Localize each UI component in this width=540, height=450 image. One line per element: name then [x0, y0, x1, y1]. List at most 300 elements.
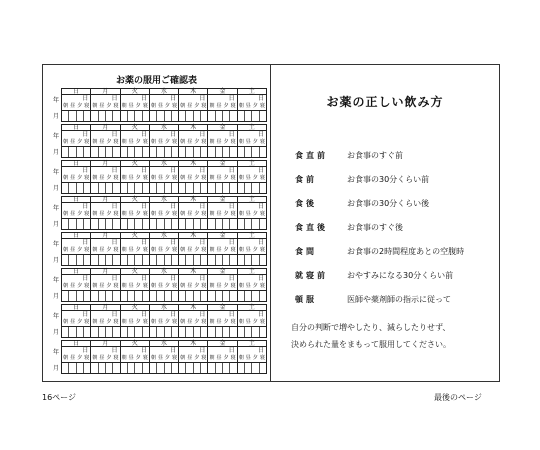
check-box[interactable] [150, 219, 157, 229]
check-box[interactable] [128, 363, 135, 373]
check-box[interactable] [245, 327, 252, 337]
check-box[interactable] [223, 363, 230, 373]
check-box[interactable] [245, 255, 252, 265]
meal-mark: 昼 [216, 355, 222, 361]
check-box[interactable] [208, 291, 215, 301]
check-box[interactable] [113, 327, 119, 337]
check-box[interactable] [216, 363, 223, 373]
check-box[interactable] [186, 111, 193, 121]
check-box[interactable] [230, 255, 236, 265]
check-box[interactable] [216, 327, 223, 337]
day-cell [238, 203, 266, 229]
rule-row [295, 167, 464, 191]
check-box[interactable] [216, 147, 223, 157]
check-box[interactable] [260, 111, 266, 121]
meal-mark: 朝 [180, 355, 186, 361]
check-box[interactable] [106, 183, 113, 193]
check-box[interactable] [172, 219, 178, 229]
check-box[interactable] [62, 291, 69, 301]
check-box[interactable] [143, 291, 149, 301]
meal-mark: 朝 [238, 103, 244, 109]
check-box[interactable] [238, 147, 245, 157]
check-box[interactable] [150, 363, 157, 373]
check-box[interactable] [62, 255, 69, 265]
check-box[interactable] [260, 183, 266, 193]
month-label: 月 [52, 293, 59, 300]
check-box[interactable] [121, 363, 128, 373]
check-box[interactable] [223, 255, 230, 265]
check-box[interactable] [194, 219, 201, 229]
right-page-title: お薬の正しい飲み方 [326, 95, 444, 109]
check-box[interactable] [62, 363, 69, 373]
check-box[interactable] [84, 327, 90, 337]
check-box[interactable] [62, 327, 69, 337]
check-box[interactable] [245, 219, 252, 229]
meal-marks [121, 356, 149, 361]
check-box[interactable] [84, 183, 90, 193]
meal-mark: 寝 [142, 283, 148, 289]
check-box[interactable] [208, 147, 215, 157]
check-box[interactable] [113, 291, 119, 301]
meal-marks [62, 212, 90, 217]
check-box[interactable] [179, 255, 186, 265]
check-box[interactable] [91, 111, 98, 121]
day-cell [62, 203, 91, 229]
check-box[interactable] [69, 255, 76, 265]
check-box[interactable] [208, 255, 215, 265]
month-label: 月 [52, 149, 59, 156]
meal-mark: 寝 [113, 283, 119, 289]
check-box[interactable] [135, 291, 142, 301]
check-box[interactable] [69, 111, 76, 121]
check-box[interactable] [77, 291, 84, 301]
check-box[interactable] [223, 327, 230, 337]
check-boxes [208, 182, 236, 193]
meal-mark: 昼 [216, 283, 222, 289]
check-box[interactable] [260, 255, 266, 265]
check-box[interactable] [252, 183, 259, 193]
check-box[interactable] [194, 147, 201, 157]
check-box[interactable] [208, 183, 215, 193]
meal-mark: 朝 [238, 283, 244, 289]
check-box[interactable] [106, 147, 113, 157]
check-box[interactable] [113, 111, 119, 121]
check-box[interactable] [216, 291, 223, 301]
right-page-number: 最後のページ [434, 393, 482, 402]
check-box[interactable] [201, 147, 207, 157]
check-boxes [62, 254, 90, 265]
check-box[interactable] [216, 219, 223, 229]
check-box[interactable] [245, 363, 252, 373]
check-box[interactable] [194, 291, 201, 301]
check-box[interactable] [260, 147, 266, 157]
day-cell [91, 239, 120, 265]
check-box[interactable] [194, 327, 201, 337]
check-box[interactable] [186, 327, 193, 337]
check-box[interactable] [91, 363, 98, 373]
week-block [52, 304, 267, 338]
check-box[interactable] [62, 147, 69, 157]
check-box[interactable] [260, 327, 266, 337]
check-box[interactable] [135, 255, 142, 265]
check-box[interactable] [99, 363, 106, 373]
meal-mark: 夕 [165, 355, 171, 361]
check-box[interactable] [201, 363, 207, 373]
check-box[interactable] [157, 111, 164, 121]
check-box[interactable] [135, 111, 142, 121]
meal-mark: 昼 [187, 175, 193, 181]
check-box[interactable] [165, 183, 172, 193]
check-box[interactable] [194, 255, 201, 265]
day-unit: 日 [82, 95, 89, 102]
check-box[interactable] [201, 183, 207, 193]
check-box[interactable] [69, 363, 76, 373]
meal-mark: 昼 [128, 175, 134, 181]
check-box[interactable] [135, 363, 142, 373]
check-box[interactable] [121, 327, 128, 337]
check-box[interactable] [84, 291, 90, 301]
check-box[interactable] [99, 111, 106, 121]
meal-mark: 夕 [223, 319, 229, 325]
check-box[interactable] [165, 363, 172, 373]
check-box[interactable] [260, 291, 266, 301]
check-box[interactable] [157, 291, 164, 301]
check-box[interactable] [91, 147, 98, 157]
check-box[interactable] [186, 291, 193, 301]
weekday-cell: 木 [179, 161, 208, 166]
check-box[interactable] [99, 183, 106, 193]
check-box[interactable] [172, 111, 178, 121]
check-box[interactable] [128, 219, 135, 229]
check-box[interactable] [157, 327, 164, 337]
check-box[interactable] [128, 255, 135, 265]
day-cell [121, 131, 150, 157]
check-box[interactable] [99, 291, 106, 301]
check-box[interactable] [121, 147, 128, 157]
check-box[interactable] [194, 183, 201, 193]
check-box[interactable] [157, 183, 164, 193]
check-box[interactable] [186, 183, 193, 193]
check-box[interactable] [172, 255, 178, 265]
meal-marks [179, 320, 207, 325]
check-box[interactable] [77, 219, 84, 229]
check-box[interactable] [143, 327, 149, 337]
check-box[interactable] [252, 219, 259, 229]
check-box[interactable] [128, 327, 135, 337]
check-box[interactable] [252, 111, 259, 121]
check-box[interactable] [238, 291, 245, 301]
check-box[interactable] [150, 291, 157, 301]
check-box[interactable] [84, 363, 90, 373]
check-box[interactable] [179, 183, 186, 193]
meal-marks [91, 284, 119, 289]
check-box[interactable] [179, 363, 186, 373]
check-box[interactable] [113, 219, 119, 229]
check-box[interactable] [99, 255, 106, 265]
check-box[interactable] [201, 291, 207, 301]
check-box[interactable] [172, 363, 178, 373]
meal-mark: 昼 [216, 211, 222, 217]
check-boxes [179, 326, 207, 337]
check-box[interactable] [143, 183, 149, 193]
check-boxes [179, 146, 207, 157]
day-cell [91, 311, 120, 337]
check-box[interactable] [128, 291, 135, 301]
check-box[interactable] [216, 255, 223, 265]
check-box[interactable] [113, 255, 119, 265]
check-box[interactable] [77, 255, 84, 265]
meal-mark: 朝 [150, 139, 156, 145]
check-box[interactable] [208, 219, 215, 229]
check-box[interactable] [165, 147, 172, 157]
check-box[interactable] [62, 219, 69, 229]
check-box[interactable] [245, 291, 252, 301]
check-box[interactable] [238, 363, 245, 373]
check-box[interactable] [260, 363, 266, 373]
check-box[interactable] [238, 255, 245, 265]
meal-mark: 夕 [194, 175, 200, 181]
check-box[interactable] [165, 291, 172, 301]
check-box[interactable] [252, 147, 259, 157]
month-label: 月 [52, 365, 59, 372]
meal-mark: 寝 [172, 139, 178, 145]
check-box[interactable] [165, 255, 172, 265]
check-box[interactable] [106, 327, 113, 337]
check-box[interactable] [172, 147, 178, 157]
check-box[interactable] [121, 291, 128, 301]
check-box[interactable] [150, 111, 157, 121]
rule-desc: おやすみになる30分くらい前 [347, 270, 454, 280]
meal-mark: 寝 [172, 319, 178, 325]
check-box[interactable] [113, 147, 119, 157]
check-box[interactable] [230, 327, 236, 337]
meal-marks [62, 176, 90, 181]
check-box[interactable] [69, 183, 76, 193]
check-box[interactable] [238, 327, 245, 337]
check-box[interactable] [143, 255, 149, 265]
check-box[interactable] [252, 255, 259, 265]
check-box[interactable] [216, 183, 223, 193]
check-box[interactable] [230, 111, 236, 121]
check-box[interactable] [113, 183, 119, 193]
check-box[interactable] [121, 111, 128, 121]
meal-mark: 夕 [223, 247, 229, 253]
meal-mark: 夕 [252, 247, 258, 253]
day-cell [62, 347, 91, 373]
check-box[interactable] [201, 219, 207, 229]
check-box[interactable] [186, 219, 193, 229]
check-box[interactable] [135, 183, 142, 193]
check-box[interactable] [172, 183, 178, 193]
check-box[interactable] [69, 327, 76, 337]
check-box[interactable] [121, 255, 128, 265]
check-box[interactable] [223, 183, 230, 193]
meal-marks [91, 140, 119, 145]
check-box[interactable] [150, 183, 157, 193]
check-box[interactable] [135, 219, 142, 229]
check-box[interactable] [143, 147, 149, 157]
check-box[interactable] [157, 147, 164, 157]
check-box[interactable] [99, 219, 106, 229]
check-boxes [121, 290, 149, 301]
check-box[interactable] [113, 363, 119, 373]
check-box[interactable] [223, 219, 230, 229]
meal-mark: 昼 [128, 103, 134, 109]
check-box[interactable] [150, 327, 157, 337]
check-box[interactable] [135, 327, 142, 337]
meal-mark: 朝 [92, 283, 98, 289]
meal-mark: 昼 [245, 211, 251, 217]
check-box[interactable] [208, 111, 215, 121]
meal-mark: 朝 [121, 139, 127, 145]
check-box[interactable] [245, 183, 252, 193]
check-box[interactable] [179, 327, 186, 337]
check-box[interactable] [62, 111, 69, 121]
check-box[interactable] [230, 291, 236, 301]
check-box[interactable] [223, 147, 230, 157]
check-box[interactable] [143, 363, 149, 373]
rule-row [295, 239, 464, 263]
check-box[interactable] [84, 111, 90, 121]
check-box[interactable] [194, 363, 201, 373]
year-label: 年 [52, 133, 59, 140]
check-box[interactable] [121, 183, 128, 193]
check-box[interactable] [165, 111, 172, 121]
meal-mark: 朝 [180, 103, 186, 109]
meal-mark: 昼 [157, 247, 163, 253]
check-box[interactable] [150, 255, 157, 265]
check-box[interactable] [128, 111, 135, 121]
meal-mark: 寝 [201, 211, 207, 217]
check-box[interactable] [252, 363, 259, 373]
check-box[interactable] [165, 219, 172, 229]
check-box[interactable] [91, 255, 98, 265]
check-box[interactable] [238, 111, 245, 121]
check-box[interactable] [77, 183, 84, 193]
check-box[interactable] [135, 147, 142, 157]
check-box[interactable] [62, 183, 69, 193]
meal-marks [121, 320, 149, 325]
check-box[interactable] [186, 363, 193, 373]
check-box[interactable] [143, 219, 149, 229]
check-box[interactable] [106, 291, 113, 301]
check-box[interactable] [77, 363, 84, 373]
check-box[interactable] [208, 363, 215, 373]
check-box[interactable] [121, 219, 128, 229]
check-box[interactable] [157, 363, 164, 373]
check-box[interactable] [201, 327, 207, 337]
check-box[interactable] [84, 219, 90, 229]
check-box[interactable] [186, 255, 193, 265]
check-box[interactable] [77, 111, 84, 121]
check-box[interactable] [186, 147, 193, 157]
check-box[interactable] [77, 327, 84, 337]
meal-mark: 朝 [92, 355, 98, 361]
check-box[interactable] [165, 327, 172, 337]
check-box[interactable] [172, 291, 178, 301]
day-cell [62, 167, 91, 193]
check-box[interactable] [238, 183, 245, 193]
day-cell [150, 95, 179, 121]
check-box[interactable] [128, 147, 135, 157]
check-box[interactable] [143, 111, 149, 121]
check-box[interactable] [157, 255, 164, 265]
check-box[interactable] [230, 219, 236, 229]
check-box[interactable] [99, 147, 106, 157]
check-boxes [150, 290, 178, 301]
check-box[interactable] [230, 147, 236, 157]
check-box[interactable] [69, 219, 76, 229]
check-box[interactable] [245, 147, 252, 157]
check-box[interactable] [223, 111, 230, 121]
check-box[interactable] [106, 363, 113, 373]
check-box[interactable] [69, 147, 76, 157]
meal-mark: 朝 [63, 211, 69, 217]
meal-mark: 昼 [187, 283, 193, 289]
check-box[interactable] [201, 111, 207, 121]
meal-marks [150, 248, 178, 253]
day-cell [150, 131, 179, 157]
check-box[interactable] [99, 327, 106, 337]
meal-mark: 夕 [106, 211, 112, 217]
check-box[interactable] [245, 111, 252, 121]
check-box[interactable] [172, 327, 178, 337]
check-box[interactable] [91, 291, 98, 301]
meal-mark: 朝 [209, 103, 215, 109]
check-box[interactable] [252, 291, 259, 301]
check-box[interactable] [179, 147, 186, 157]
meal-mark: 夕 [252, 283, 258, 289]
meal-mark: 昼 [157, 355, 163, 361]
check-box[interactable] [106, 219, 113, 229]
day-cell [238, 275, 266, 301]
meal-mark: 夕 [165, 139, 171, 145]
check-box[interactable] [230, 183, 236, 193]
check-box[interactable] [150, 147, 157, 157]
check-box[interactable] [223, 291, 230, 301]
check-box[interactable] [260, 219, 266, 229]
check-box[interactable] [179, 111, 186, 121]
check-box[interactable] [84, 255, 90, 265]
check-box[interactable] [216, 111, 223, 121]
check-box[interactable] [91, 327, 98, 337]
check-boxes [150, 362, 178, 373]
check-box[interactable] [106, 255, 113, 265]
check-box[interactable] [230, 363, 236, 373]
meal-mark: 夕 [252, 139, 258, 145]
meal-mark: 昼 [157, 319, 163, 325]
check-box[interactable] [201, 255, 207, 265]
meal-marks [150, 104, 178, 109]
meal-marks [62, 104, 90, 109]
check-box[interactable] [252, 327, 259, 337]
check-box[interactable] [84, 147, 90, 157]
check-box[interactable] [208, 327, 215, 337]
check-box[interactable] [91, 219, 98, 229]
meal-mark: 寝 [84, 319, 90, 325]
check-box[interactable] [77, 147, 84, 157]
check-box[interactable] [194, 111, 201, 121]
check-box[interactable] [179, 219, 186, 229]
check-box[interactable] [128, 183, 135, 193]
check-box[interactable] [238, 219, 245, 229]
check-box[interactable] [157, 219, 164, 229]
check-box[interactable] [106, 111, 113, 121]
check-box[interactable] [179, 291, 186, 301]
check-box[interactable] [69, 291, 76, 301]
meal-mark: 寝 [259, 247, 265, 253]
check-box[interactable] [91, 183, 98, 193]
